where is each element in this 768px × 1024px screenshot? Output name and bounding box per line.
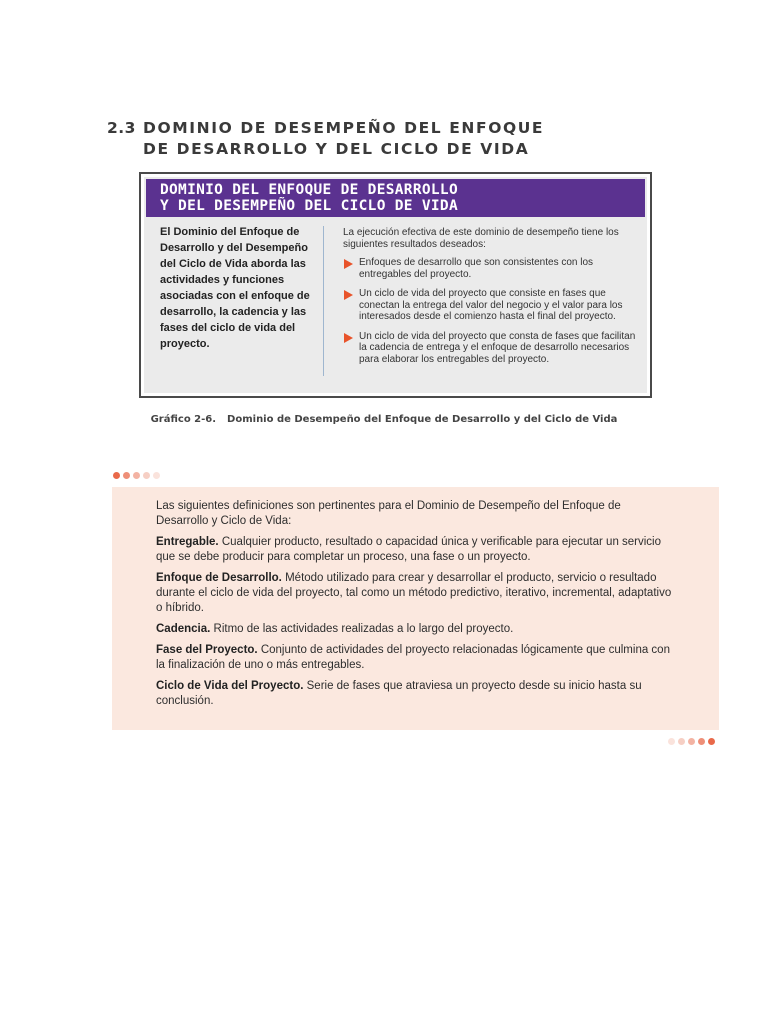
section-heading <box>107 118 544 160</box>
section-title-line2: DE DESARROLLO Y DEL CICLO DE VIDA <box>143 140 530 158</box>
outcome-item <box>343 331 643 366</box>
figure-divider <box>323 226 324 376</box>
definition-item <box>156 679 676 709</box>
arrow-bullet-icon <box>344 290 353 300</box>
decorative-dots-bottom <box>668 738 718 746</box>
outcome-item <box>343 257 643 280</box>
definition-term: Fase del Proyecto. <box>156 644 258 656</box>
definitions-panel <box>112 487 719 730</box>
dot-icon <box>133 472 140 479</box>
definition-text: Serie de fases que atraviesa un proyecto desde su inicio hasta su conclusión. <box>156 680 642 707</box>
dot-icon <box>678 738 685 745</box>
dot-icon <box>688 738 695 745</box>
definitions-intro: Las siguientes definiciones son pertinentes para el Dominio de Desempeño del Enfoque de Desarrollo y Ciclo de Vida: <box>156 500 621 527</box>
figure-box <box>139 172 652 398</box>
definition-item <box>156 571 676 616</box>
arrow-bullet-icon <box>344 333 353 343</box>
dot-icon <box>698 738 705 745</box>
definition-text: Conjunto de actividades del proyecto relacionadas lógicamente que culmina con la finalización de uno o más entregables. <box>156 644 670 671</box>
definition-term: Entregable. <box>156 536 219 548</box>
dot-icon <box>113 472 120 479</box>
outcome-text: Un ciclo de vida del proyecto que consiste en fases que conectan la entrega del valor del negocio y el valor para los interesados desde el comienzo hasta el final del proyecto. <box>359 288 623 322</box>
outcome-text: Un ciclo de vida del proyecto que consta de fases que facilitan la cadencia de entrega y el enfoque de desarrollo necesarios para elaborar los entregables del proyecto. <box>359 330 636 365</box>
arrow-bullet-icon <box>344 259 353 269</box>
figure-caption-text: Dominio de Desempeño del Enfoque de Desarrollo y del Ciclo de Vida <box>227 414 618 425</box>
dot-icon <box>123 472 130 479</box>
figure-band-line2: Y DEL DESEMPEÑO DEL CICLO DE VIDA <box>160 198 458 214</box>
outcome-item <box>343 288 643 323</box>
dot-icon <box>668 738 675 745</box>
figure-caption <box>0 414 768 425</box>
definition-term: Ciclo de Vida del Proyecto. <box>156 680 304 692</box>
definition-term: Cadencia. <box>156 623 211 635</box>
definition-term: Enfoque de Desarrollo. <box>156 572 282 584</box>
figure-title-band <box>146 179 645 217</box>
dot-icon <box>153 472 160 479</box>
definition-text: Ritmo de las actividades realizadas a lo largo del proyecto. <box>213 623 514 635</box>
section-heading-line1 <box>107 118 544 139</box>
figure-band-line1: DOMINIO DEL ENFOQUE DE DESARROLLO <box>160 182 458 198</box>
figure-outcomes <box>343 227 643 373</box>
definition-item <box>156 643 676 673</box>
outcome-text: Enfoques de desarrollo que son consistentes con los entregables del proyecto. <box>359 257 594 280</box>
decorative-dots-top <box>113 472 163 480</box>
definition-text: Cualquier producto, resultado o capacidad única y verificable para ejecutar un servicio que se debe producir para completar un proceso, una fase o un proyecto. <box>156 536 662 563</box>
outcomes-intro: La ejecución efectiva de este dominio de desempeño tiene los siguientes resultados deseados: <box>343 227 619 250</box>
figure-band-title <box>160 182 458 214</box>
dot-icon <box>143 472 150 479</box>
definition-item <box>156 622 676 637</box>
figure-description: El Dominio del Enfoque de Desarrollo y del Desempeño del Ciclo de Vida aborda las actividades y funciones asociadas con el enfoque de desarrollo, la cadencia y las fases del ciclo de vida del proyecto. <box>160 226 310 350</box>
definition-item <box>156 535 676 565</box>
section-title-line1: DOMINIO DE DESEMPEÑO DEL ENFOQUE <box>143 119 545 137</box>
figure-caption-label: Gráfico 2-6. <box>150 414 217 425</box>
dot-icon <box>708 738 715 745</box>
definitions-content <box>156 499 676 715</box>
section-number: 2.3 <box>107 119 136 137</box>
definition-text: Método utilizado para crear y desarrollar el producto, servicio o resultado durante el ciclo de vida del proyecto, tal como un método predictivo, iterativo, incremental, adaptativo o híbrido. <box>156 572 672 614</box>
